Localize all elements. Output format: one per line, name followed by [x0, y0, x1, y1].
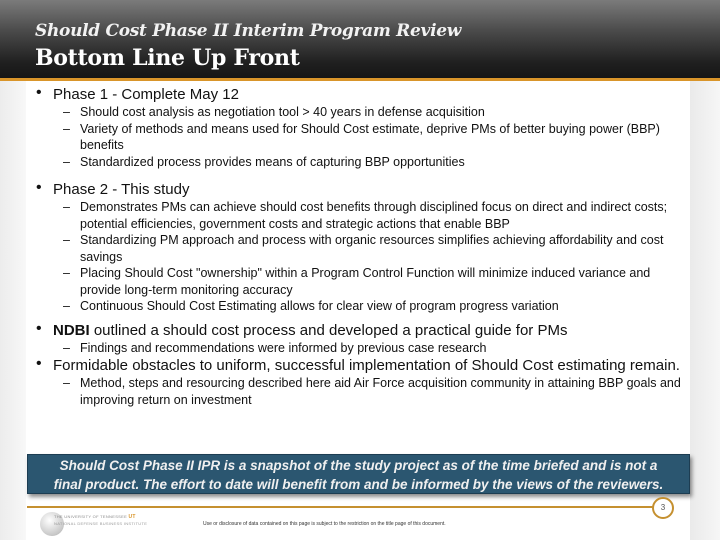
bullet-phase-2	[30, 181, 690, 315]
bullet-bold-text: NDBI	[53, 322, 90, 339]
dash-icon: –	[63, 376, 70, 390]
bullet-text: Formidable obstacles to uniform, successful implementation of Should Cost estimating remain.	[53, 357, 680, 374]
footer-disclaimer: Use or disclosure of data contained on this page is subject to the restriction on the title page of this document.	[203, 521, 446, 527]
sub-bullet: – Method, steps and resourcing described here aid Air Force acquisition community in attaining BBP goals and improving return on investment	[63, 376, 681, 407]
sub-bullet: – Standardizing PM approach and process with organic resources simplifies achieving affordability and cost savings	[63, 233, 664, 264]
bullet-dot-icon: •	[36, 179, 42, 196]
bullet-text: Phase 1 - Complete May 12	[53, 86, 239, 103]
bullet-text: outlined a should cost process and developed a practical guide for PMs	[89, 322, 568, 339]
sub-bullet: – Should cost analysis as negotiation tool > 40 years in defense acquisition	[63, 105, 485, 119]
dash-icon: –	[63, 341, 70, 355]
sub-bullet: – Continuous Should Cost Estimating allows for clear view of program progress variation	[63, 299, 559, 313]
slide-header	[0, 0, 720, 78]
bullet-dot-icon: •	[36, 84, 42, 101]
dash-icon: –	[63, 299, 70, 313]
disclaimer-callout-box	[27, 454, 690, 494]
page-number: 3	[652, 497, 674, 519]
bullet-obstacles	[30, 357, 690, 408]
dash-icon: –	[63, 233, 70, 247]
footer-divider	[27, 506, 655, 508]
bullet-dot-icon: •	[36, 320, 42, 337]
sub-bullet: – Variety of methods and means used for Should Cost estimate, deprive PMs of better buying power (BBP) benefits	[63, 121, 660, 152]
dash-icon: –	[63, 154, 70, 169]
dash-icon: –	[63, 200, 70, 214]
sub-bullet: – Placing Should Cost "ownership" within a Program Control Function will minimize induced variance and provide long-term monitoring accuracy	[63, 266, 651, 297]
dash-icon: –	[63, 105, 70, 119]
bullet-ndbi	[30, 322, 690, 357]
bullet-text: Phase 2 - This study	[53, 181, 190, 198]
dash-icon: –	[63, 121, 70, 136]
logo-university-text: THE UNIVERSITY OF TENNESSEE	[54, 514, 128, 519]
callout-line-2: final product. The effort to date will benefit from and be informed by the views of the reviewers.	[53, 477, 664, 492]
header-divider	[0, 78, 720, 81]
institute-logo	[40, 510, 150, 538]
bullet-phase-1	[30, 86, 690, 170]
sub-bullet: – Findings and recommendations were informed by previous case research	[63, 341, 487, 355]
dash-icon: –	[63, 266, 70, 280]
sub-bullet: – Standardized process provides means of capturing BBP opportunities	[63, 154, 465, 169]
slide-subtitle: Should Cost Phase II Interim Program Review	[35, 21, 462, 41]
bullet-dot-icon: •	[36, 355, 42, 372]
slide-title: Bottom Line Up Front	[35, 45, 300, 71]
left-margin-band	[0, 80, 26, 540]
logo-ut-mark: UT	[128, 514, 136, 520]
right-margin-band	[690, 80, 720, 540]
logo-institute-text: NATIONAL DEFENSE BUSINESS INSTITUTE	[54, 521, 148, 526]
callout-line-1: Should Cost Phase II IPR is a snapshot of the study project as of the time briefed and is not a	[59, 458, 658, 473]
sub-bullet: – Demonstrates PMs can achieve should cost benefits through disciplined focus on direct and indirect costs; potential efficiencies, government costs and strategic actions that enable BBP	[63, 200, 668, 231]
